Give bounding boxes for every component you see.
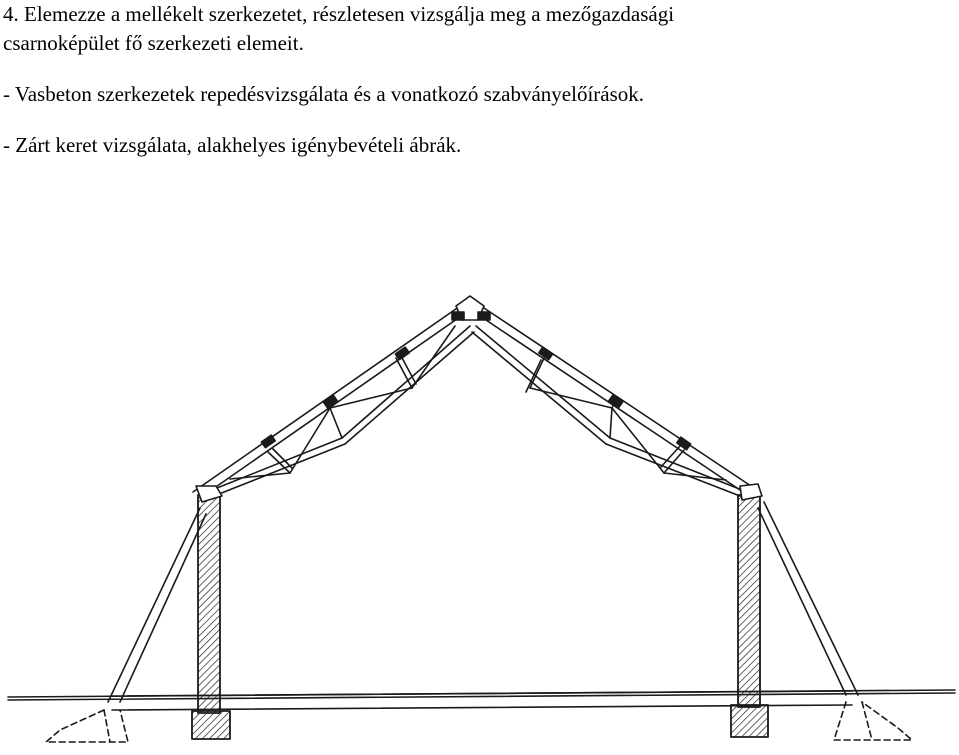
task-line-2: csarnoképület fő szerkezeti elemeit. bbox=[3, 31, 304, 55]
bullet-closed-frame: - Zárt keret vizsgálata, alakhelyes igénybevételi ábrák. bbox=[3, 133, 462, 157]
bullet-crack-analysis: - Vasbeton szerkezetek repedésvizsgálata és a vonatkozó szabványelőírások. bbox=[3, 82, 645, 106]
task-line-1: 4. Elemezze a mellékelt szerkezetet, részletesen vizsgálja meg a mezőgazdasági bbox=[3, 2, 675, 26]
right-strut bbox=[758, 502, 858, 695]
task-text bbox=[3, 0, 953, 160]
left-strut bbox=[108, 508, 206, 702]
eaves-joints bbox=[196, 484, 762, 502]
structure-figure bbox=[0, 290, 959, 755]
left-purlins bbox=[261, 347, 409, 448]
frame-structure-drawing-icon bbox=[0, 290, 959, 755]
right-column bbox=[731, 495, 768, 737]
right-foundation bbox=[834, 702, 912, 740]
left-foundation bbox=[46, 710, 128, 742]
